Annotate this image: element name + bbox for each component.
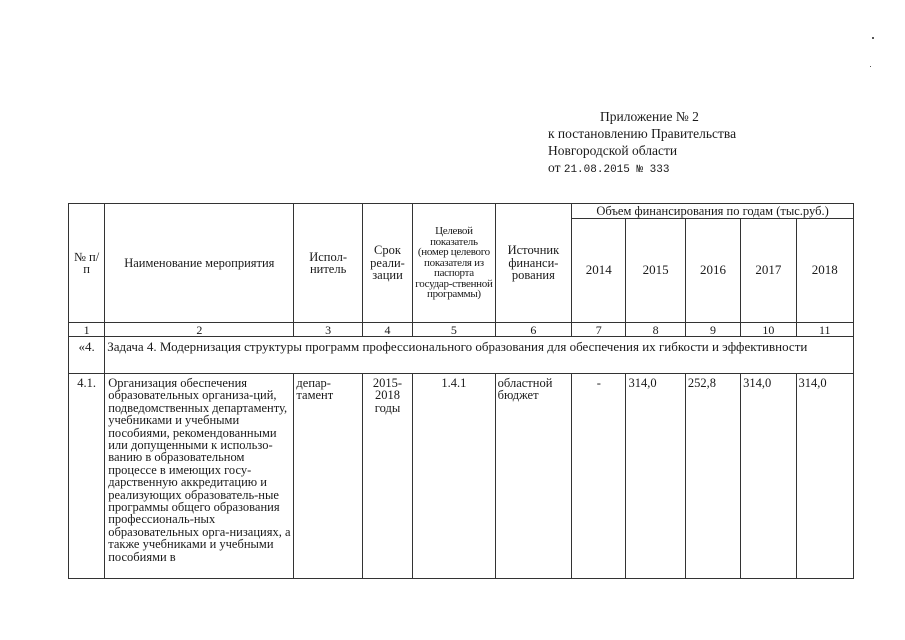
- year-2015: 2015: [626, 219, 685, 323]
- task-row: [69, 337, 854, 374]
- date-value: 21.08.2015 № 333: [563, 164, 670, 176]
- appendix-region: Новгородской области: [548, 143, 678, 158]
- col-number: 6: [495, 323, 571, 337]
- task-number: «4.: [69, 337, 105, 374]
- row-value-2017: 314,0: [741, 374, 796, 579]
- appendix-date: [548, 159, 736, 179]
- header-indicator: Целевой показатель (номер целевого показателя из паспорта государ-ственной программы): [413, 204, 496, 323]
- row-source: областной бюджет: [495, 374, 571, 579]
- row-number: 4.1.: [69, 374, 105, 579]
- header-source: Источник финанси-рования: [495, 204, 571, 323]
- row-value-2016: 252,8: [685, 374, 740, 579]
- row-value-2018: 314,0: [796, 374, 854, 579]
- header-row-top: [69, 204, 854, 219]
- col-number: 5: [413, 323, 496, 337]
- program-table: [68, 203, 854, 579]
- row-indicator: 1.4.1: [413, 374, 496, 579]
- row-name: Организация обеспечения образовательных организа-ций, подведомственных департаменту, учебниками и учебными пособиями, рекомендованными или допущенными к использо-ванию в образовательном процессе в имеющих госу-дарственную аккредитацию и реализующих образователь-ные программы общего образования профессиональ-ных образовательных орга-низациях, а также учебниками и учебными пособиями в: [105, 374, 294, 579]
- row-executor: депар-тамент: [294, 374, 362, 579]
- scan-speck: [870, 66, 871, 67]
- col-number: 2: [105, 323, 294, 337]
- date-prefix: от: [548, 160, 561, 175]
- col-number: 9: [685, 323, 740, 337]
- year-2017: 2017: [741, 219, 796, 323]
- col-number: 4: [362, 323, 412, 337]
- col-number: 1: [69, 323, 105, 337]
- appendix-number: Приложение № 2: [600, 109, 699, 124]
- appendix-header: [548, 108, 736, 179]
- col-number: 8: [626, 323, 685, 337]
- year-2018: 2018: [796, 219, 854, 323]
- header-term: Срок реали-зации: [362, 204, 412, 323]
- column-numbers-row: [69, 323, 854, 337]
- col-number: 11: [796, 323, 854, 337]
- year-2014: 2014: [572, 219, 626, 323]
- header-volume: Объем финансирования по годам (тыс.руб.): [572, 204, 854, 219]
- col-number: 7: [572, 323, 626, 337]
- row-value-2015: 314,0: [626, 374, 685, 579]
- header-name: Наименование мероприятия: [105, 204, 294, 323]
- scan-speck: [872, 37, 874, 39]
- col-number: 10: [741, 323, 796, 337]
- row-term: 2015-2018 годы: [362, 374, 412, 579]
- appendix-resolution: к постановлению Правительства: [548, 126, 737, 141]
- header-executor: Испол-нитель: [294, 204, 362, 323]
- col-number: 3: [294, 323, 362, 337]
- table-row: [69, 374, 854, 579]
- row-value-2014: -: [572, 374, 626, 579]
- header-num: № п/п: [69, 204, 105, 323]
- year-2016: 2016: [685, 219, 740, 323]
- task-text: Задача 4. Модернизация структуры программ профессионального образования для обеспечения их гибкости и эффективности: [105, 337, 854, 374]
